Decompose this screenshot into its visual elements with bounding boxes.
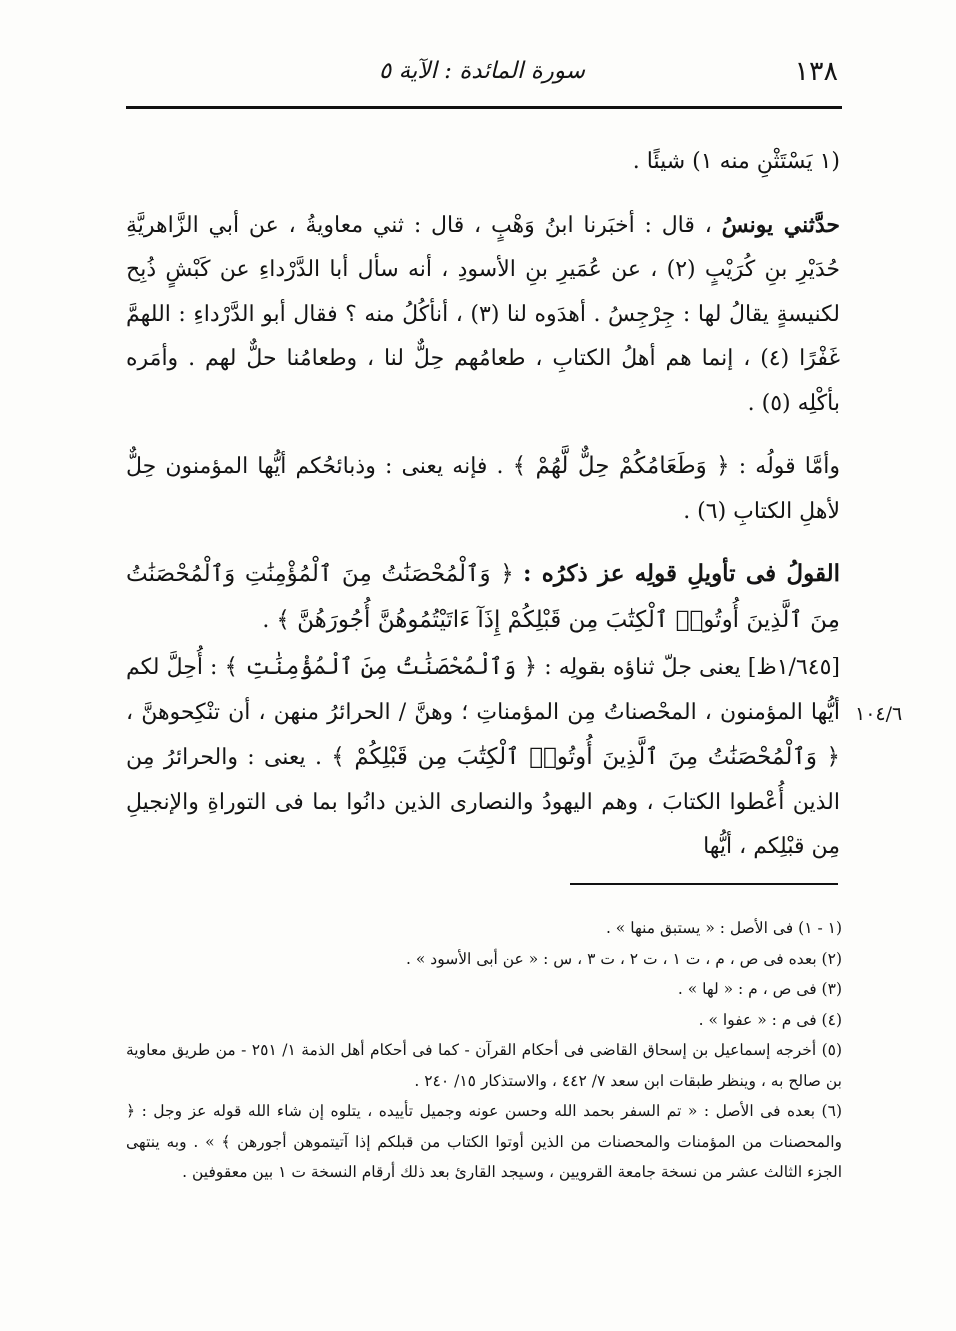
footnote: (٢) بعده فى ص ، م ، ت ١ ، ت ٢ ، ت ٣ ، س : « عن أبى الأسود » . — [406, 949, 842, 968]
paragraph-3-start: وأمَّا قولُه : — [738, 454, 840, 479]
margin-reference: ١٠٤/٦ — [855, 703, 903, 725]
footnote: (٤) فى م : « عفوا » . — [698, 1010, 842, 1029]
section-heading: القولُ فى تأويلِ قولِه عز ذكرُه : — [522, 560, 840, 587]
paragraph-2-text: ، قال : أخبَرنا ابنُ وَهْبٍ ، قال : ثني معاويةُ ، عن أبي الزَّاهريَّةِ حُدَيْرِ بنِ كُرَيْبٍ (٢) ، عن عُمَيرِ بنِ الأسودِ ، أنه سأل أبا الدَّرْداءِ عن كَبْشٍ ذُبِح لكنيسةٍ يقالُ لها : جِرْجِسُ . أهدَوه لنا (٣) ، أنأكُلُ منه ؟ فقال أبو الدَّرْداءِ : اللهمَّ غَفْرًا (٤) ، إنما هم أهلُ الكتابِ ، طعامُهم حِلٌّ لنا ، وطعامُنا حلٌّ لهم . وأمَره بأكْلِه (٥) . — [126, 212, 840, 416]
paragraph-4 — [126, 552, 840, 643]
paragraph-1-text: (١ يَسْتَثْنِ منه ١) شيئًا . — [632, 149, 840, 174]
paragraph-5-mid: : أُحِلَّ لكم أيُّها المؤمنون ، المحْصناتُ مِن المؤمناتِ ؛ وهنَّ / الحرائرُ منهن ، أن تنْكِحوهنَّ ، — [126, 655, 840, 725]
quran-quote: ﴿ وَطَعَامُكُمْ حِلٌّ لَّهُمْ ﴾ — [512, 453, 730, 479]
page-header — [126, 50, 838, 102]
footnote-rule — [570, 883, 838, 885]
footnote: (٥) أخرجه إسماعيل بن إسحاق القاضى فى أحكام القرآن - كما فى أحكام أهل الذمة ١/ ٢٥١ - من طريق معاوية بن صالح به ، وينظر طبقات ابن سعد ٧/ ٤٤٢ ، والاستذكار ١٥/ ٢٤٠ . — [126, 1041, 843, 1090]
quran-verse: ﴿ وَٱلْمُحْصَنَٰتُ مِنَ ٱلْمُؤْمِنَٰتِ وَٱلْمُحْصَنَٰتُ مِنَ ٱلَّذِينَ أُوتُوا۟ ٱلْكِتَٰبَ مِن قَبْلِكُمْ إِذَآ ءَاتَيْتُمُوهُنَّ أُجُورَهُنَّ ﴾ — [126, 561, 840, 633]
footnotes — [126, 913, 842, 1188]
page-number: ١٣٨ — [794, 56, 838, 87]
footnote: (١ - ١) فى الأصل : « يستبق منها » . — [605, 919, 842, 937]
footnote: (٣) فى ص ، م : « لها » . — [677, 980, 842, 998]
header-rule — [126, 106, 842, 109]
paragraph-5-end: . يعنى : والحرائرُ مِن الذين أُعْطوا الكتابَ ، وهم اليهودُ والنصارى الذين دانُوا بما فى التوراةِ والإنجيلِ مِن قبْلِكم ، أيُّها — [126, 745, 840, 859]
paragraph-3-end: . فإنه يعنى : وذبائحُكم أيُّها المؤمنون حِلٌّ لأهلِ الكتابِ (٦) . — [126, 454, 840, 524]
quran-quote: ﴿ وَٱلْمُحْصَنَٰتُ مِنَ ٱلْمُؤْمِنَٰتِ ﴾ — [224, 654, 538, 680]
paragraph-1 — [126, 140, 840, 185]
paragraph-2 — [126, 203, 840, 427]
paragraph-3 — [126, 444, 840, 534]
paragraph-4-end: . — [262, 607, 270, 633]
paragraph-5 — [126, 645, 840, 870]
main-text — [126, 140, 840, 888]
paragraph-5-start: [١/٦٤٥ظ] يعنى جلّ ثناؤه بقولِه : — [544, 655, 841, 680]
quran-quote: ﴿ وَٱلْمُحْصَنَٰتُ مِنَ ٱلَّذِينَ أُوتُوا۟ ٱلْكِتَٰبَ مِن قَبْلِكُمْ ﴾ — [331, 744, 841, 770]
isnad-lead: حدَّثني يونسُ — [721, 211, 840, 238]
running-title: سورة المائدة : الآية ٥ — [378, 58, 586, 84]
footnote: (٦) بعده فى الأصل : « تم السفر بحمد الله وحسن عونه وجميل تأييده ، يتلوه إن شاء الله قوله عز وجل : ﴿ والمحصنات من المؤمنات والمحصنات من الذين أوتوا الكتاب من قبلكم إذا آتيتموهن أجورهن ﴾ » . وبه ينتهى الجزء الثالث عشر من نسخة جامعة القرويين ، وسيجد القارئ بعد ذلك أرقام النسخة ت ١ بين معقوفين . — [126, 1102, 842, 1181]
